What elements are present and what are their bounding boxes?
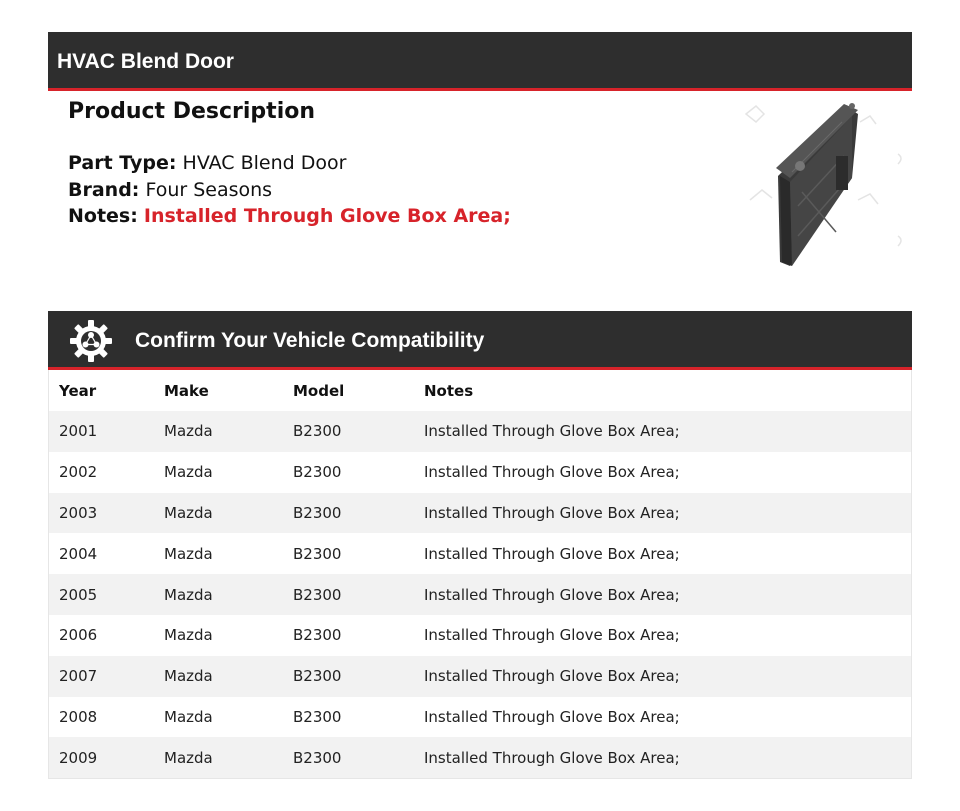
cell-make: Mazda [164, 667, 213, 686]
table-row [49, 737, 911, 778]
cell-year: 2001 [59, 422, 98, 441]
table-row [49, 533, 911, 574]
gear-icon [69, 319, 113, 363]
cell-notes: Installed Through Glove Box Area; [424, 422, 680, 441]
compatibility-bar [48, 311, 912, 370]
column-header-year: Year [59, 381, 97, 400]
notes-label: Notes: [68, 205, 138, 227]
cell-make: Mazda [164, 748, 213, 767]
compatibility-table [48, 370, 912, 779]
cell-model: B2300 [293, 626, 342, 645]
cell-year: 2007 [59, 667, 98, 686]
table-row [49, 452, 911, 493]
table-row [49, 615, 911, 656]
cell-notes: Installed Through Glove Box Area; [424, 667, 680, 686]
cell-make: Mazda [164, 503, 213, 522]
cell-notes: Installed Through Glove Box Area; [424, 748, 680, 767]
cell-model: B2300 [293, 707, 342, 726]
cell-model: B2300 [293, 544, 342, 563]
cell-make: Mazda [164, 544, 213, 563]
column-header-notes: Notes [424, 381, 474, 400]
cell-year: 2005 [59, 585, 98, 604]
cell-notes: Installed Through Glove Box Area; [424, 585, 680, 604]
cell-notes: Installed Through Glove Box Area; [424, 707, 680, 726]
cell-year: 2008 [59, 707, 98, 726]
cell-make: Mazda [164, 707, 213, 726]
compatibility-title: Confirm Your Vehicle Compatibility [135, 329, 485, 352]
cell-notes: Installed Through Glove Box Area; [424, 463, 680, 482]
cell-model: B2300 [293, 422, 342, 441]
table-header-row [49, 370, 911, 411]
notes-value: Installed Through Glove Box Area; [143, 205, 511, 227]
cell-year: 2006 [59, 626, 98, 645]
cell-year: 2009 [59, 748, 98, 767]
column-header-make: Make [164, 381, 209, 400]
page-title: HVAC Blend Door [57, 50, 234, 73]
table-row [49, 411, 911, 452]
product-image [740, 96, 910, 276]
table-row [49, 493, 911, 534]
product-description [68, 97, 668, 230]
cell-make: Mazda [164, 626, 213, 645]
table-row [49, 574, 911, 615]
cell-model: B2300 [293, 585, 342, 604]
cell-notes: Installed Through Glove Box Area; [424, 544, 680, 563]
cell-model: B2300 [293, 748, 342, 767]
cell-model: B2300 [293, 463, 342, 482]
description-heading: Product Description [68, 99, 316, 124]
cell-make: Mazda [164, 422, 213, 441]
table-row [49, 656, 911, 697]
cell-year: 2003 [59, 503, 98, 522]
cell-make: Mazda [164, 585, 213, 604]
title-bar [48, 32, 912, 91]
part-type-label: Part Type: [68, 152, 177, 174]
cell-model: B2300 [293, 503, 342, 522]
cell-notes: Installed Through Glove Box Area; [424, 626, 680, 645]
brand-label: Brand: [68, 178, 140, 201]
notes-line [68, 203, 668, 230]
cell-notes: Installed Through Glove Box Area; [424, 503, 680, 522]
cell-year: 2002 [59, 463, 98, 482]
part-type-value: HVAC Blend Door [182, 152, 347, 174]
cell-model: B2300 [293, 667, 342, 686]
column-header-model: Model [293, 381, 345, 400]
brand-line [68, 177, 668, 204]
table-row [49, 697, 911, 738]
cell-year: 2004 [59, 544, 98, 563]
cell-make: Mazda [164, 463, 213, 482]
part-type-line [68, 150, 668, 177]
brand-value: Four Seasons [145, 178, 273, 201]
